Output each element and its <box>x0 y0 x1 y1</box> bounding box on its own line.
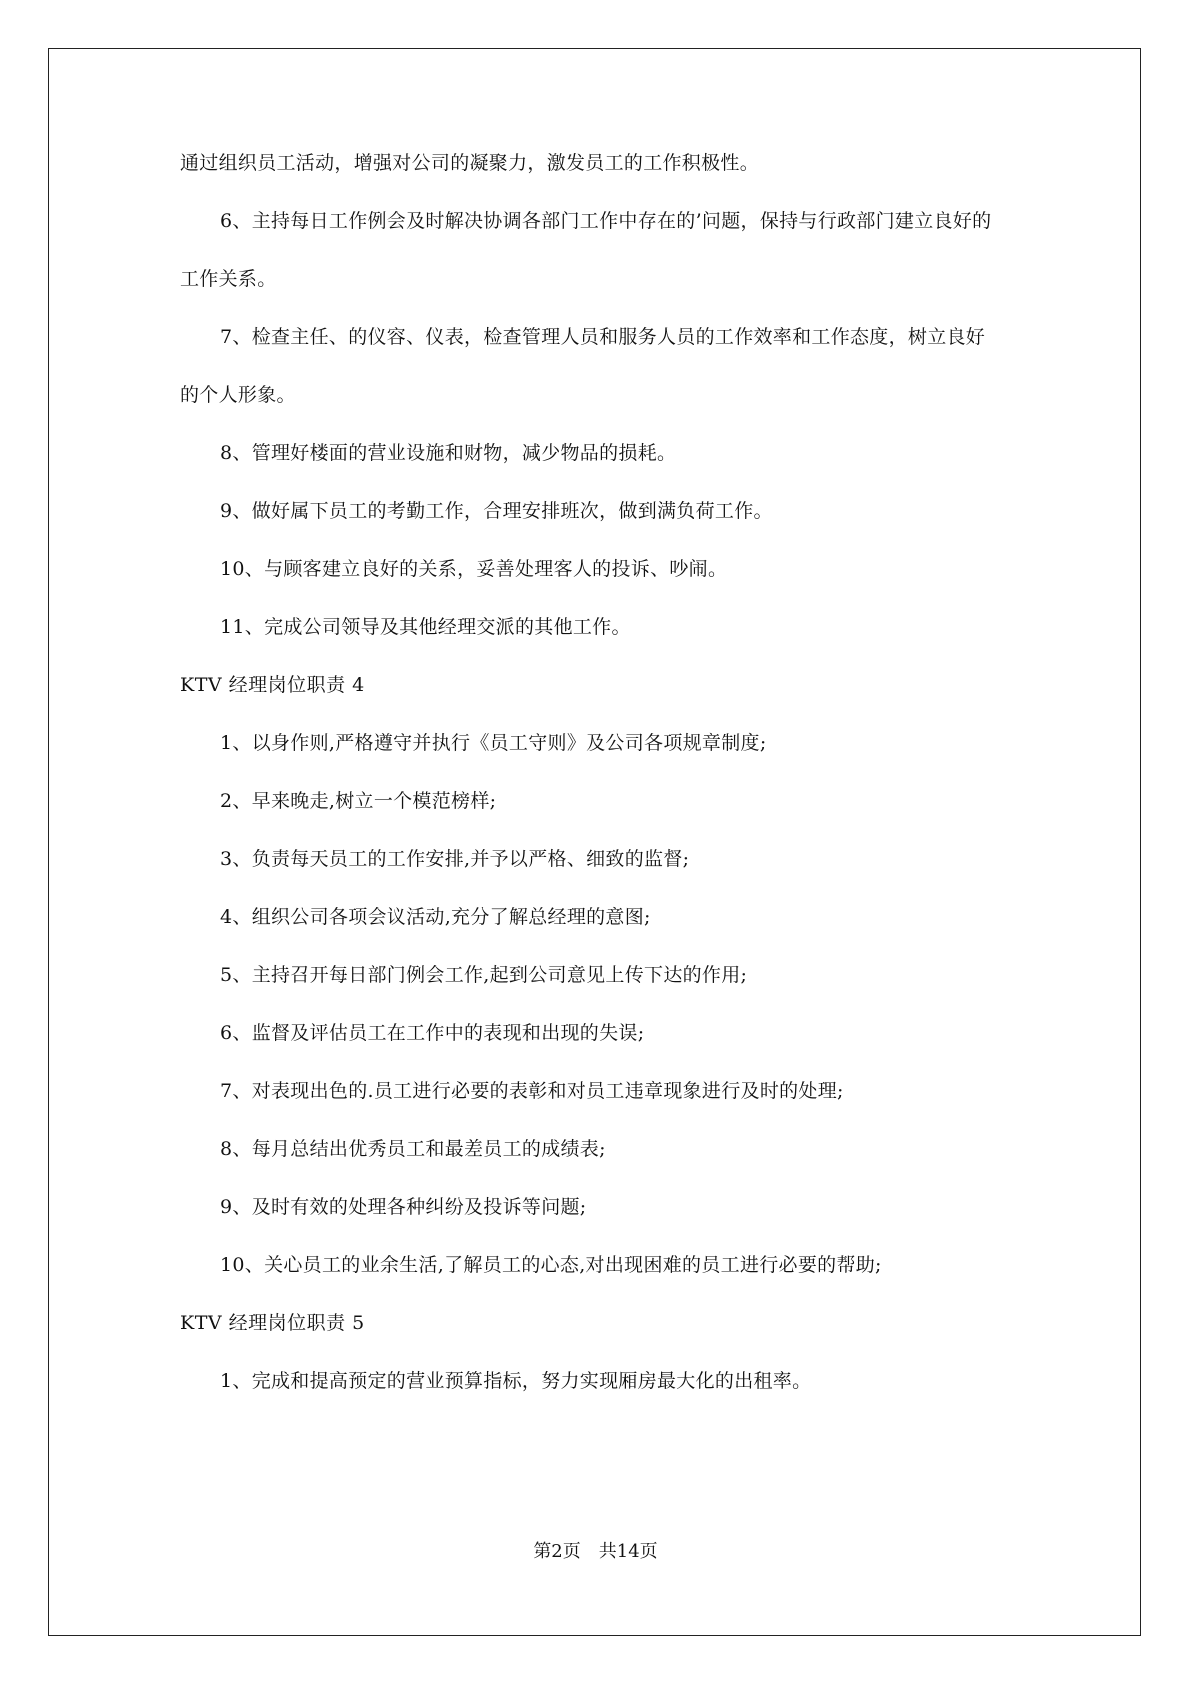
paragraph-line: 1、完成和提高预定的营业预算指标，努力实现厢房最大化的出租率。 <box>220 1370 812 1392</box>
page-number: 第2页 <box>533 1541 581 1562</box>
paragraph-line: 6、主持每日工作例会及时解决协调各部门工作中存在的’问题，保持与行政部门建立良好的 <box>220 210 992 232</box>
paragraph-line: 8、管理好楼面的营业设施和财物，减少物品的损耗。 <box>220 442 677 464</box>
paragraph-line: 1、以身作则,严格遵守并执行《员工守则》及公司各项规章制度; <box>220 732 767 754</box>
paragraph-line: 4、组织公司各项会议活动,充分了解总经理的意图; <box>220 906 651 928</box>
paragraph-line: 2、早来晚走,树立一个模范榜样; <box>220 790 497 812</box>
paragraph-line: 3、负责每天员工的工作安排,并予以严格、细致的监督; <box>220 848 690 870</box>
paragraph-line: 通过组织员工活动，增强对公司的凝聚力，激发员工的工作积极性。 <box>180 152 760 174</box>
paragraph-line: 7、检查主任、的仪容、仪表，检查管理人员和服务人员的工作效率和工作态度，树立良好 <box>220 326 986 348</box>
paragraph-line: 10、关心员工的业余生活,了解员工的心态,对出现困难的员工进行必要的帮助; <box>220 1254 882 1276</box>
paragraph-line: 5、主持召开每日部门例会工作,起到公司意见上传下达的作用; <box>220 964 748 986</box>
paragraph-line: 6、监督及评估员工在工作中的表现和出现的失误; <box>220 1022 645 1044</box>
paragraph-line: 9、及时有效的处理各种纠纷及投诉等问题; <box>220 1196 587 1218</box>
section-heading: KTV 经理岗位职责 5 <box>180 1312 365 1334</box>
paragraph-line: 8、每月总结出优秀员工和最差员工的成绩表; <box>220 1138 606 1160</box>
paragraph-line: 的个人形象。 <box>180 384 296 406</box>
paragraph-line: 工作关系。 <box>180 268 277 290</box>
page-footer <box>0 1540 1191 1564</box>
paragraph-line: 9、做好属下员工的考勤工作，合理安排班次，做到满负荷工作。 <box>220 500 773 522</box>
page-total: 共14页 <box>598 1541 658 1562</box>
paragraph-line: 11、完成公司领导及其他经理交派的其他工作。 <box>220 616 631 638</box>
paragraph-line: 7、对表现出色的.员工进行必要的表彰和对员工违章现象进行及时的处理; <box>220 1080 844 1102</box>
paragraph-line: 10、与顾客建立良好的关系，妥善处理客人的投诉、吵闹。 <box>220 558 728 580</box>
section-heading: KTV 经理岗位职责 4 <box>180 674 365 696</box>
